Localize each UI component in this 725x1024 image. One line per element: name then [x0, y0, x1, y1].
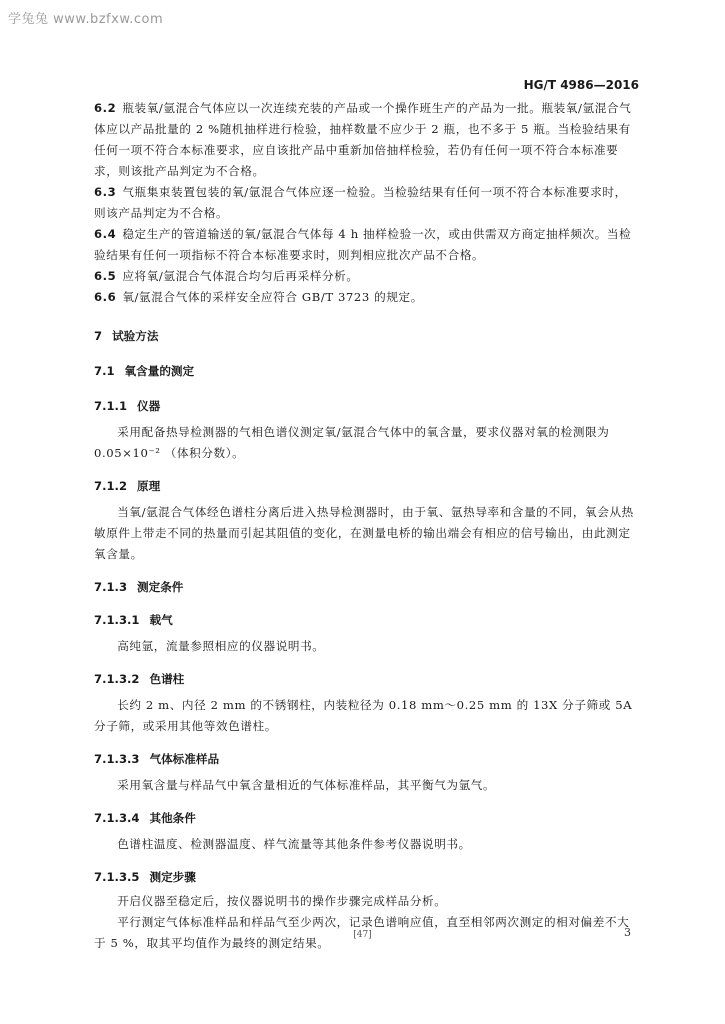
- heading-number: 7.1.2: [94, 479, 128, 493]
- heading-number: 7.1.3: [94, 580, 128, 594]
- standard-code: HG/T 4986—2016: [523, 78, 639, 92]
- section-heading-7-1-3-2: [94, 671, 634, 687]
- heading-number: 7.1: [94, 364, 115, 378]
- document-body: [94, 98, 634, 954]
- heading-text: 测定条件: [137, 580, 184, 594]
- clause-6-4: [94, 224, 634, 266]
- clause-text: 瓶装氧/氩混合气体应以一次连续充装的产品或一个操作班生产的产品为一批。瓶装氧/氩混合气体应以产品批量的 2 %随机抽样进行检验，抽样数量不应少于 2 瓶，也不多于 5 瓶。当检验结果有任何一项不符合本标准要求，应自该批产品中重新加倍抽样检验，若仍有任何一项不符合本标准要求，则该批产品判定为不合格。: [94, 101, 632, 178]
- paragraph-standard-sample: 采用氧含量与样品气中氧含量相近的气体标准样品，其平衡气为氩气。: [117, 778, 496, 792]
- heading-text: 原理: [137, 479, 161, 493]
- heading-number: 7.1.3.1: [94, 613, 140, 627]
- section-heading-7-1-2: [94, 478, 634, 494]
- page-number: 3: [624, 926, 631, 939]
- paragraph-instrument: 采用配备热导检测器的气相色谱仪测定氧/氩混合气体中的氧含量，要求仪器对氧的检测限为 0.05×10⁻² （体积分数）。: [94, 425, 610, 460]
- heading-number: 7.1.3.5: [94, 870, 140, 884]
- footer-marker: [47]: [353, 930, 372, 940]
- section-heading-7-1-3-5: [94, 869, 634, 885]
- heading-number: 7.1.3.4: [94, 811, 140, 825]
- section-heading-7-1: [94, 363, 634, 379]
- clause-number: 6.2: [94, 101, 117, 115]
- section-heading-7-1-3-4: [94, 810, 634, 826]
- paragraph-other-conditions: 色谱柱温度、检测器温度、样气流量等其他条件参考仪器说明书。: [117, 837, 471, 851]
- heading-number: 7.1.3.2: [94, 672, 140, 686]
- clause-6-3: [94, 182, 634, 224]
- heading-text: 试验方法: [112, 329, 159, 343]
- paragraph-procedure-start: 开启仪器至稳定后，按仪器说明书的操作步骤完成样品分析。: [117, 894, 447, 908]
- heading-number: 7.1.3.3: [94, 752, 140, 766]
- section-heading-7-1-1: [94, 398, 634, 414]
- heading-text: 测定步骤: [149, 870, 196, 884]
- paragraph-carrier-gas: 高纯氩，流量参照相应的仪器说明书。: [117, 639, 325, 653]
- clause-6-2: [94, 98, 634, 182]
- section-heading-7: [94, 328, 634, 344]
- clause-number: 6.4: [94, 227, 117, 241]
- heading-text: 氧含量的测定: [124, 364, 195, 378]
- clause-text: 气瓶集束装置包装的氧/氩混合气体应逐一检验。当检验结果有任何一项不符合本标准要求时，则该产品判定为不合格。: [94, 185, 627, 220]
- paragraph-procedure-repeat: 平行测定气体标准样品和样品气至少两次，记录色谱响应值，直至相邻两次测定的相对偏差不大于 5 %，取其平均值作为最终的测定结果。: [94, 915, 630, 950]
- site-watermark: 学兔兔 www.bzfxw.com: [8, 12, 164, 27]
- clause-number: 6.5: [94, 269, 117, 283]
- section-heading-7-1-3-3: [94, 751, 634, 767]
- paragraph-column: 长约 2 m、内径 2 mm 的不锈钢柱，内装粒径为 0.18 mm～0.25 mm 的 13X 分子筛或 5A 分子筛，或采用其他等效色谱柱。: [94, 698, 633, 733]
- heading-number: 7: [94, 329, 103, 343]
- heading-text: 气体标准样品: [149, 752, 220, 766]
- clause-text: 应将氧/氩混合气体混合均匀后再采样分析。: [122, 269, 359, 283]
- section-heading-7-1-3-1: [94, 612, 634, 628]
- heading-text: 仪器: [137, 399, 161, 413]
- heading-text: 载气: [149, 613, 173, 627]
- section-heading-7-1-3: [94, 579, 634, 595]
- heading-text: 其他条件: [149, 811, 196, 825]
- clause-text: 氧/氩混合气体的采样安全应符合 GB/T 3723 的规定。: [122, 290, 423, 304]
- clause-6-5: [94, 266, 634, 287]
- heading-text: 色谱柱: [149, 672, 185, 686]
- heading-number: 7.1.1: [94, 399, 128, 413]
- clause-number: 6.6: [94, 290, 117, 304]
- clause-text: 稳定生产的管道输送的氧/氩混合气体每 4 h 抽样检验一次，或由供需双方商定抽样频次。当检验结果有任何一项指标不符合本标准要求时，则判相应批次产品不合格。: [94, 227, 632, 262]
- paragraph-principle: 当氧/氩混合气体经色谱柱分离后进入热导检测器时，由于氧、氩热导率和含量的不同，氧会从热敏原件上带走不同的热量而引起其阻值的变化，在测量电桥的输出端会有相应的信号输出，由此测定氧含量。: [94, 505, 634, 561]
- clause-6-6: [94, 287, 634, 308]
- clause-number: 6.3: [94, 185, 117, 199]
